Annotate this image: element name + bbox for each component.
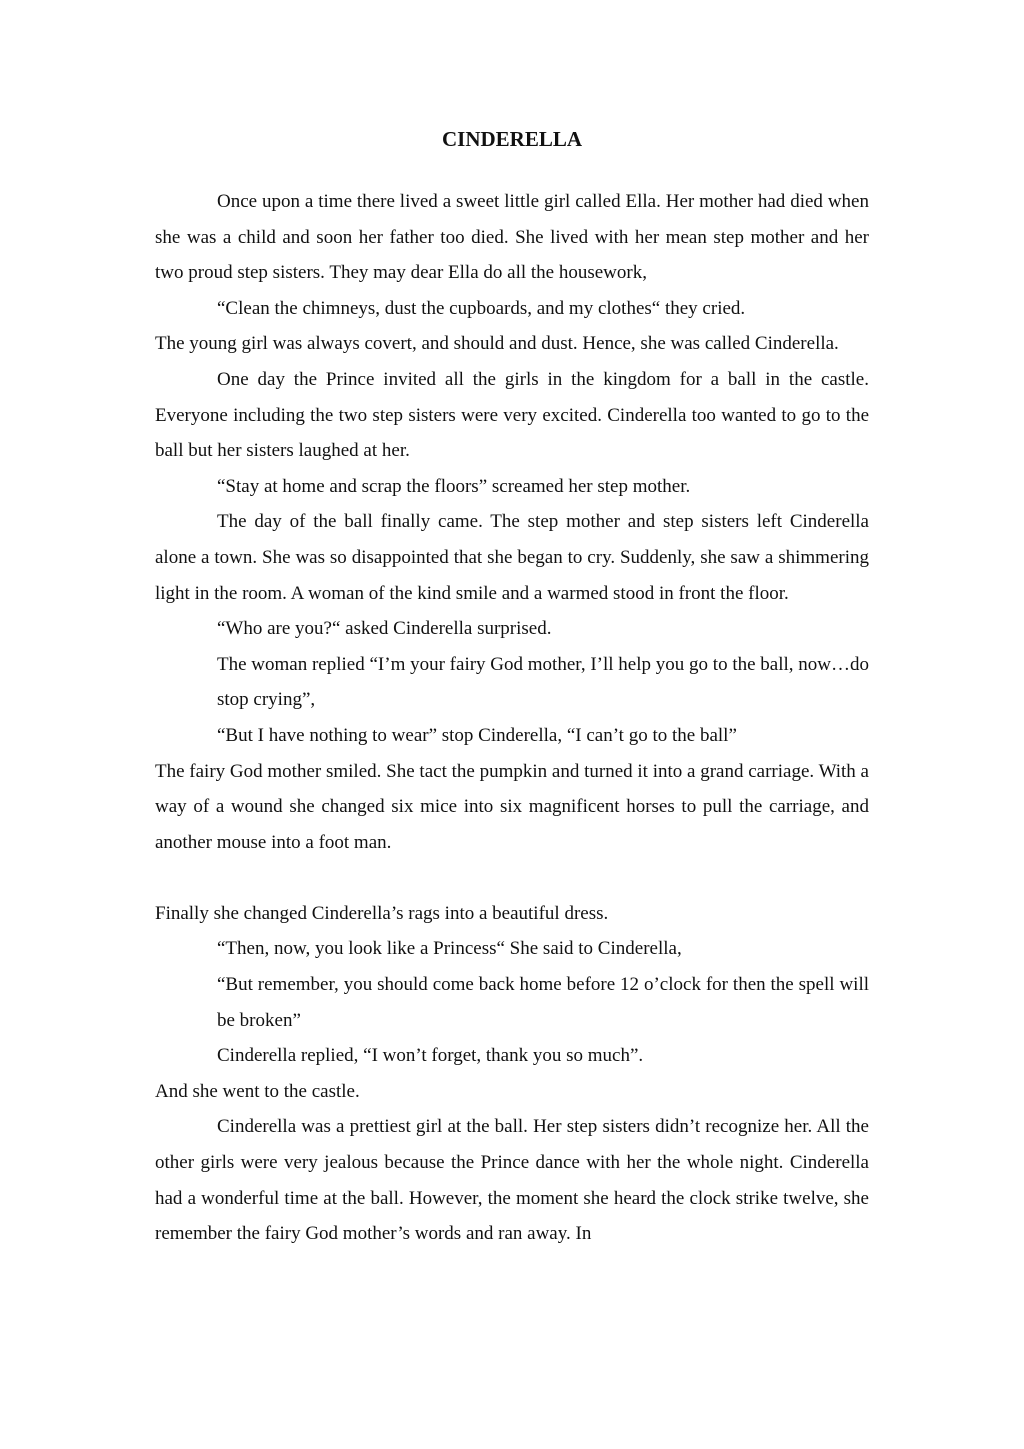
paragraph: “Stay at home and scrap the floors” screamed her step mother. [217, 475, 691, 497]
paragraph: And she went to the castle. [155, 1080, 360, 1102]
paragraph: Cinderella replied, “I won’t forget, thank you so much”. [217, 1045, 644, 1067]
paragraph: “But I have nothing to wear” stop Cinderella, “I can’t go to the ball” [217, 724, 737, 746]
paragraph: The day of the ball finally came. The step mother and step sisters left Cinderella alone a town. She was so disappointed that she began to cry. Suddenly, she saw a shimmering light in the room. A woman of the kind smile and a warmed stood in front the floor. [155, 511, 869, 604]
paragraph: Finally she changed Cinderella’s rags into a beautiful dress. [155, 902, 609, 924]
paragraph: “But remember, you should come back home before 12 o’clock for then the spell will be broken” [217, 974, 869, 1031]
paragraph: The woman replied “I’m your fairy God mother, I’ll help you go to the ball, now…do stop crying”, [217, 653, 869, 711]
document-body [155, 184, 869, 1252]
document-title: CINDERELLA [441, 127, 583, 151]
paragraph: Cinderella was a prettiest girl at the ball. Her step sisters didn’t recognize her. All the other girls were very jealous because the Prince dance with her the whole night. Cinderella had a wonderful time at the ball. However, the moment she heard the clock strike twelve, she remember the fairy God mother’s words and ran away. In [155, 1116, 869, 1245]
paragraph: One day the Prince invited all the girls in the kingdom for a ball in the castle. Everyone including the two step sisters were very excited. Cinderella too wanted to go to the ball but her sisters laughed at her. [155, 368, 869, 462]
paragraph: “Then, now, you look like a Princess“ She said to Cinderella, [217, 938, 682, 960]
paragraph: The young girl was always covert, and should and dust. Hence, she was called Cinderella. [155, 333, 839, 355]
paragraph: Once upon a time there lived a sweet little girl called Ella. Her mother had died when she was a child and soon her father too died. She lived with her mean step mother and her two proud step sisters. They may dear Ella do all the housework, [155, 191, 869, 284]
paragraph: “Who are you?“ asked Cinderella surprised. [217, 618, 552, 640]
paragraph: “Clean the chimneys, dust the cupboards, and my clothes“ they cried. [217, 297, 746, 319]
paragraph: The fairy God mother smiled. She tact the pumpkin and turned it into a grand carriage. With a way of a wound she changed six mice into six magnificent horses to pull the carriage, and another mouse into a foot man. [155, 760, 869, 853]
